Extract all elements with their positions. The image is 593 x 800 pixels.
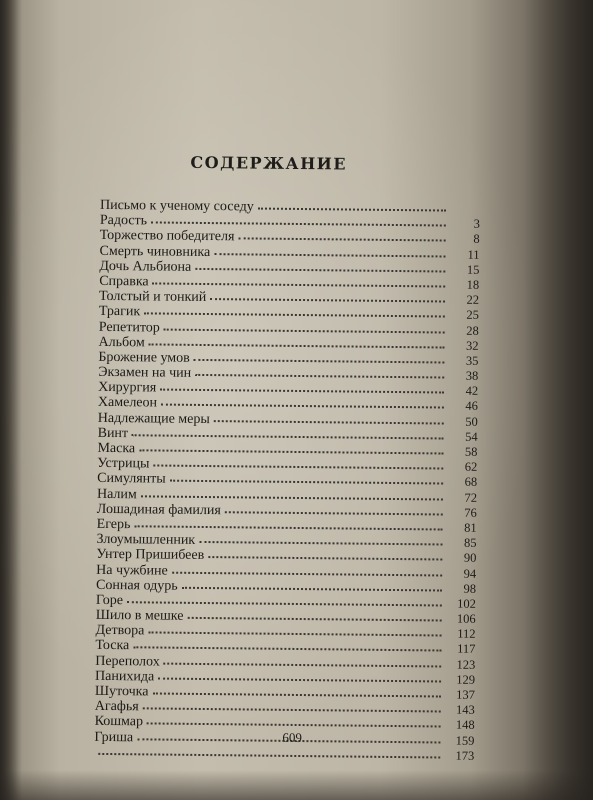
dot-leader — [214, 411, 444, 424]
dot-leader — [139, 440, 443, 454]
toc-entry-page: 25 — [466, 308, 479, 323]
toc-entry-title: Шило в мешке — [95, 607, 184, 624]
table-of-contents — [94, 198, 480, 764]
toc-entry-title: Егерь — [96, 516, 131, 533]
dot-leader — [161, 395, 444, 409]
toc-entry-page: 102 — [457, 596, 476, 611]
dot-leader — [153, 456, 443, 470]
toc-entry-title: Дочь Альбиона — [99, 258, 192, 275]
dot-leader — [151, 213, 446, 227]
dot-leader — [134, 516, 442, 530]
toc-entry-page: 123 — [456, 657, 476, 672]
toc-entry-page: 38 — [465, 368, 479, 383]
dot-leader — [258, 199, 446, 212]
toc-entry-page: 173 — [455, 748, 475, 763]
toc-entry-title: Надлежащие меры — [97, 410, 210, 427]
dot-leader — [238, 229, 445, 242]
toc-entry-page: 62 — [464, 459, 478, 475]
toc-entry-title: Унтер Пришибеев — [96, 547, 205, 564]
toc-entry-title: Торжество победителя — [99, 228, 235, 245]
toc-entry-title: Устрицы — [97, 456, 150, 472]
toc-entry-title: Детвора — [95, 623, 145, 639]
toc-entry-page: 137 — [456, 687, 475, 702]
toc-entry-page: 15 — [466, 262, 480, 277]
toc-entry-title: Панихида — [95, 668, 155, 685]
toc-entry-title: Гриша — [94, 729, 134, 745]
dot-leader — [164, 319, 445, 333]
toc-entry-page: 8 — [473, 232, 480, 247]
dot-leader — [225, 502, 443, 515]
toc-entry-title: Переполох — [95, 653, 160, 670]
dot-leader — [164, 653, 442, 667]
dot-leader — [158, 668, 441, 682]
toc-entry-title: Сонная одурь — [95, 577, 178, 594]
toc-entry — [94, 745, 474, 764]
toc-entry-title: Злоумышленник — [96, 532, 196, 549]
toc-entry-title: Толстый и тонкий — [98, 289, 207, 306]
toc-entry-page: 159 — [455, 733, 475, 748]
dot-leader — [199, 532, 442, 546]
toc-entry-page: 46 — [465, 399, 479, 414]
toc-entry-title: Хамелеон — [97, 395, 158, 411]
toc-entry-title: Письмо к ученому соседу — [99, 197, 254, 215]
dot-leader — [153, 273, 446, 287]
toc-entry-page: 18 — [466, 277, 480, 292]
toc-entry-title: Радость — [99, 213, 148, 229]
dot-leader — [208, 547, 442, 560]
toc-entry-page: 143 — [455, 702, 475, 718]
dot-leader — [182, 577, 443, 591]
dot-leader — [143, 699, 441, 713]
dot-leader — [127, 592, 442, 606]
toc-entry-title: Агафья — [94, 699, 139, 715]
toc-entry-title: Трагик — [98, 304, 141, 320]
toc-entry-title: Репетитор — [98, 319, 160, 336]
toc-entry-page: 28 — [466, 323, 479, 338]
toc-entry-title: Хирургия — [98, 380, 157, 396]
toc-entry-title: Смерть чиновника — [99, 243, 211, 260]
toc-entry-page: 148 — [455, 718, 475, 733]
toc-entry-title: Экзамен на чин — [98, 364, 192, 381]
dot-leader — [148, 623, 441, 637]
toc-entry-page: 3 — [473, 216, 480, 232]
toc-entry-title: Тоска — [95, 638, 130, 654]
dot-leader — [141, 486, 443, 500]
dot-leader — [187, 608, 441, 622]
toc-entry-page: 22 — [466, 292, 480, 307]
dot-leader — [160, 380, 444, 394]
toc-entry-page: 72 — [464, 490, 478, 505]
toc-entry-page: 11 — [467, 247, 480, 262]
toc-entry-title: Брожение умов — [98, 349, 190, 366]
toc-entry-page: 58 — [464, 444, 478, 459]
toc-entry-page: 50 — [465, 414, 478, 429]
dot-leader — [210, 289, 445, 302]
dot-leader — [195, 365, 444, 379]
toc-entry-page: 117 — [457, 642, 476, 657]
toc-entry-page: 54 — [465, 429, 478, 444]
toc-entry-title: Справка — [99, 273, 149, 290]
toc-entry-page: 112 — [457, 626, 476, 642]
toc-entry-page: 90 — [463, 551, 477, 566]
toc-entry-page: 81 — [464, 520, 477, 535]
toc-entry-page: 76 — [464, 505, 477, 520]
toc-entry-title: Горе — [95, 592, 124, 609]
toc-entry-title: Винт — [97, 425, 129, 442]
toc-entry-title: Кошмар — [94, 714, 144, 730]
toc-entry-title: На чужбине — [96, 562, 168, 579]
dot-leader — [98, 744, 440, 759]
toc-entry-title: Лошадиная фамилия — [96, 501, 221, 518]
dot-leader — [170, 471, 444, 485]
toc-entry-page: 85 — [463, 535, 477, 550]
toc-entry-page: 94 — [463, 566, 477, 581]
dot-leader — [132, 425, 444, 439]
toc-entry-page: 129 — [456, 672, 476, 687]
dot-leader — [172, 562, 443, 576]
contents-heading: СОДЕРЖАНИЕ — [190, 152, 348, 174]
page-number: 609 — [282, 729, 303, 746]
toc-entry-page: 106 — [456, 611, 476, 626]
toc-entry-title: Симулянты — [97, 471, 166, 487]
toc-entry-page: 32 — [466, 338, 479, 353]
toc-entry-title: Налим — [96, 486, 137, 502]
dot-leader — [152, 683, 441, 697]
dot-leader — [133, 638, 441, 652]
dot-leader — [147, 714, 441, 728]
dot-leader — [144, 304, 445, 318]
toc-entry-page: 68 — [464, 475, 478, 490]
toc-entry-title: Маска — [97, 440, 136, 457]
dot-leader — [214, 244, 445, 257]
toc-entry-page: 42 — [465, 383, 479, 399]
toc-entry-page: 98 — [463, 581, 477, 596]
dot-leader — [195, 259, 445, 273]
page-edge-shadow — [523, 0, 593, 800]
dot-leader — [149, 334, 445, 348]
dot-leader — [194, 350, 445, 364]
toc-entry-title: Альбом — [98, 334, 145, 351]
toc-entry-page: 35 — [465, 353, 479, 368]
toc-entry-title: Шуточка — [94, 683, 149, 700]
bottom-edge-shadow — [0, 770, 593, 800]
